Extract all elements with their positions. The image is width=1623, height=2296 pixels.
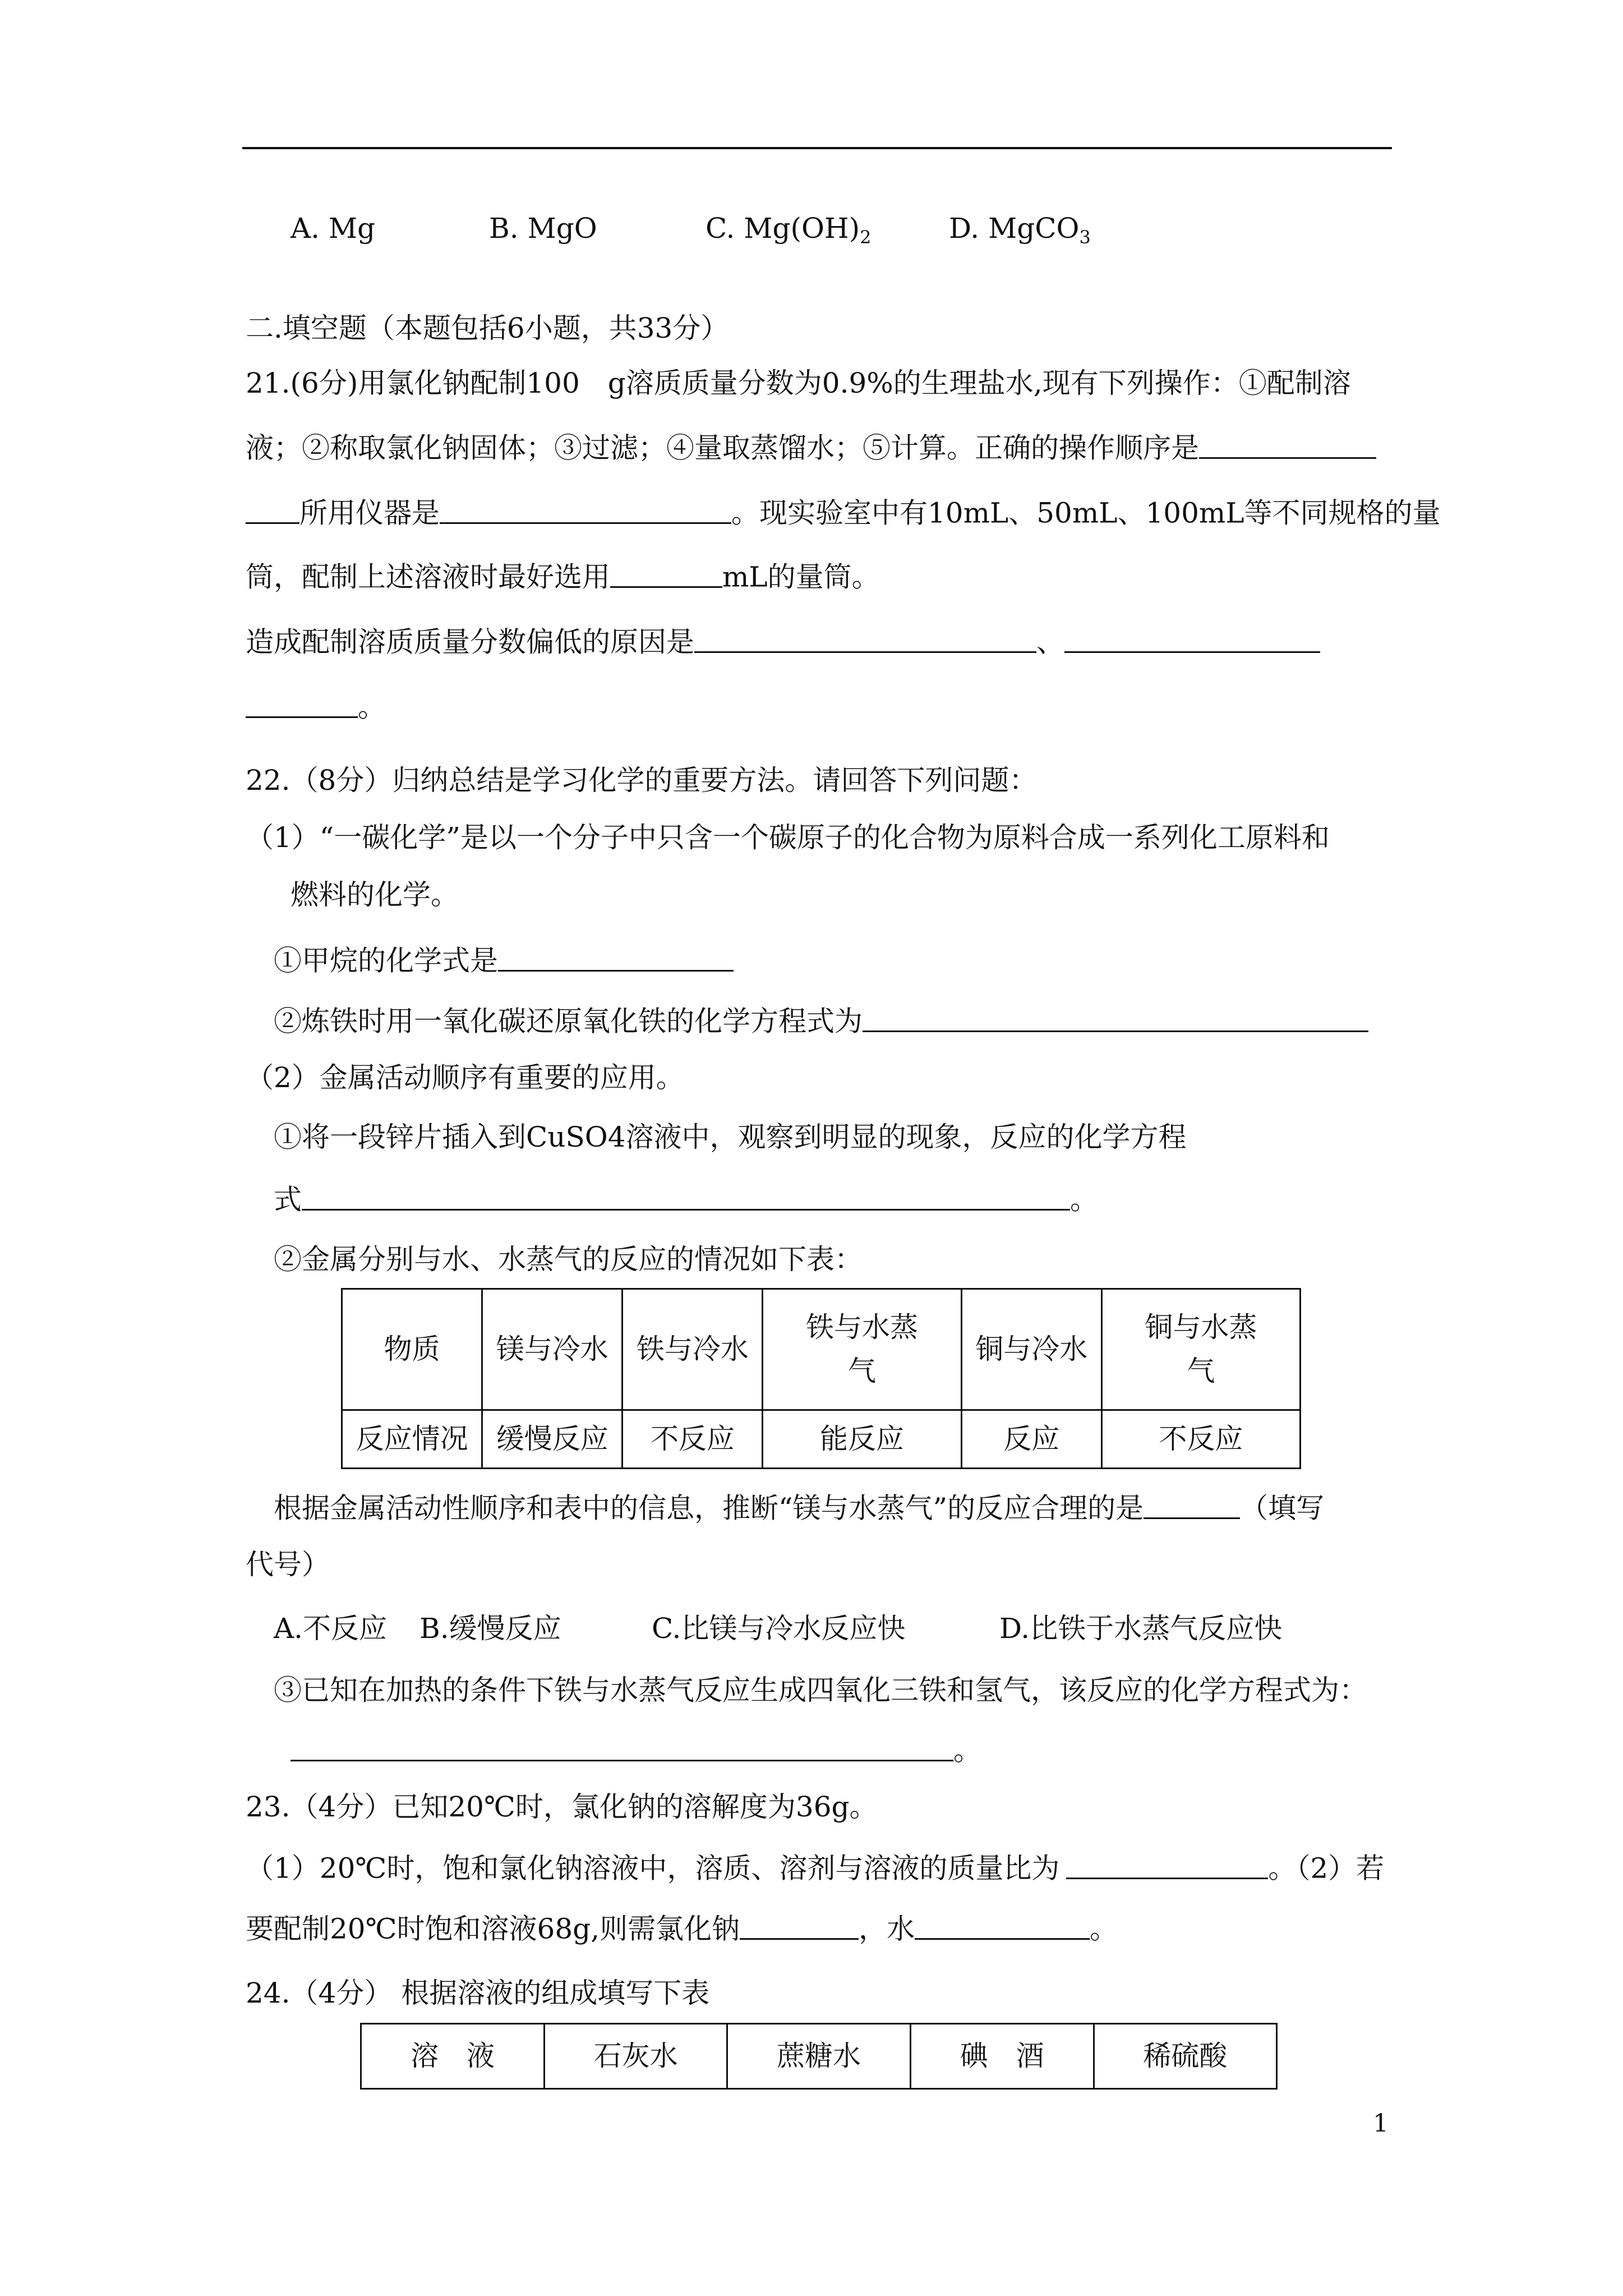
q22-p2-item1-line2: 式 。: [274, 1183, 1098, 1216]
answer-blank: [610, 561, 722, 588]
q21-line2: 液；②称取氯化钠固体；③过滤；④量取蒸馏水；⑤计算。正确的操作顺序是: [246, 432, 1376, 464]
q20-option-a: A. Mg: [291, 212, 376, 245]
table-cell: 铜与水蒸气: [1101, 1289, 1300, 1410]
answer-blank: [740, 1913, 859, 1940]
q22-p2-item3: ③已知在加热的条件下铁与水蒸气反应生成四氧化三铁和氢气，该反应的化学方程式为：: [274, 1674, 1367, 1706]
section-title: 二.填空题（本题包括6小题，共33分）: [246, 312, 729, 344]
q23-line2: 要配制20℃时饱和溶液68g,则需氯化钠 ，水 。: [246, 1912, 1118, 1945]
q24-title: 24.（4分） 根据溶液的组成填写下表: [246, 1977, 710, 2009]
q21-line6: 。: [246, 691, 386, 723]
metal-water-table: [341, 1288, 1301, 1469]
q22-infer-line2: 代号）: [246, 1548, 330, 1581]
table-cell: 不反应: [623, 1410, 763, 1469]
q21-line3: 所用仪器是 。现实验室中有10mL、50mL、100mL等不同规格的量: [246, 497, 1441, 529]
q22-p1-item2: ②炼铁时用一氧化碳还原氧化铁的化学方程式为: [274, 1005, 1368, 1037]
answer-blank: [1199, 432, 1376, 459]
table-row: [342, 1410, 1301, 1469]
answer-blank: [1144, 1492, 1240, 1519]
solution-table: [360, 2023, 1278, 2090]
answer-blank: [1066, 1852, 1268, 1879]
page-number: 1: [1373, 2109, 1389, 2138]
answer-blank: [246, 691, 358, 718]
answer-blank: [498, 945, 734, 972]
table-cell: 稀硫酸: [1094, 2024, 1276, 2089]
table-cell: 物质: [342, 1289, 482, 1410]
q22-option-d: D.比铁于水蒸气反应快: [999, 1612, 1283, 1645]
q23-line1: （1）20℃时，饱和氯化钠溶液中，溶质、溶剂与溶液的质量比为 。（2）若: [246, 1852, 1385, 1885]
q22-title: 22.（8分）归纳总结是学习化学的重要方法。请回答下列问题：: [246, 764, 1038, 797]
answer-blank: [291, 1734, 953, 1761]
q23-title: 23.（4分）已知20℃时，氯化钠的溶解度为36g。: [246, 1791, 878, 1823]
answer-blank: [863, 1005, 1368, 1032]
table-cell: 铜与冷水: [961, 1289, 1101, 1410]
answer-blank: [246, 497, 299, 524]
q20-option-b: B. MgO: [489, 212, 597, 245]
table-cell: 不反应: [1101, 1410, 1300, 1469]
q22-p2-item3-answer: 。: [291, 1734, 981, 1766]
answer-blank: [440, 497, 731, 524]
table-cell: 蔗糖水: [727, 2024, 910, 2089]
q22-option-b: B.缓慢反应: [419, 1612, 561, 1645]
table-cell: 铁与冷水: [623, 1289, 763, 1410]
header-rule: [242, 147, 1392, 149]
answer-blank: [694, 626, 1036, 653]
table-cell: 缓慢反应: [482, 1410, 623, 1469]
q20-option-c: C. $Mg(OH)_2$: [706, 212, 872, 248]
q21-line5: 造成配制溶质质量分数偏低的原因是 、: [246, 626, 1320, 658]
q22-option-c: C.比镁与冷水反应快: [652, 1612, 906, 1645]
table-cell: 镁与冷水: [482, 1289, 623, 1410]
answer-blank: [302, 1184, 1070, 1211]
table-cell: 碘 酒: [910, 2024, 1094, 2089]
q22-p1-line2: 燃料的化学。: [291, 878, 459, 911]
table-cell: 反应情况: [342, 1410, 482, 1469]
q21-line4: 筒，配制上述溶液时最好选用 mL的量筒。: [246, 560, 880, 593]
table-cell: 石灰水: [544, 2024, 727, 2089]
q22-p2-title: （2）金属活动顺序有重要的应用。: [246, 1061, 684, 1094]
q21-line1: 21.(6分)用氯化钠配制100 g溶质质量分数为0.9%的生理盐水,现有下列操作：①配制溶: [246, 367, 1351, 399]
q22-p2-item1-line1: ①将一段锌片插入到CuSO4溶液中，观察到明显的现象，反应的化学方程: [274, 1121, 1187, 1153]
q20-option-d: D. MgCO$_3$: [949, 212, 1091, 248]
answer-blank: [1064, 626, 1320, 653]
q22-p2-item2: ②金属分别与水、水蒸气的反应的情况如下表：: [274, 1243, 863, 1276]
table-cell: 反应: [961, 1410, 1101, 1469]
q22-option-a: A.不反应: [274, 1612, 388, 1645]
answer-blank: [915, 1913, 1090, 1940]
table-row: [361, 2024, 1277, 2089]
table-cell: 能反应: [763, 1410, 961, 1469]
table-cell: 溶 液: [361, 2024, 545, 2089]
table-cell: 铁与水蒸气: [763, 1289, 961, 1410]
q22-p1-item1: ①甲烷的化学式是: [274, 945, 734, 977]
table-header-row: [342, 1289, 1301, 1410]
q22-p1-line1: （1）“一碳化学”是以一个分子中只含一个碳原子的化合物为原料合成一系列化工原料和: [246, 821, 1330, 854]
q22-infer-line1: 根据金属活动性顺序和表中的信息，推断“镁与水蒸气”的反应合理的是 （填写: [274, 1492, 1325, 1525]
